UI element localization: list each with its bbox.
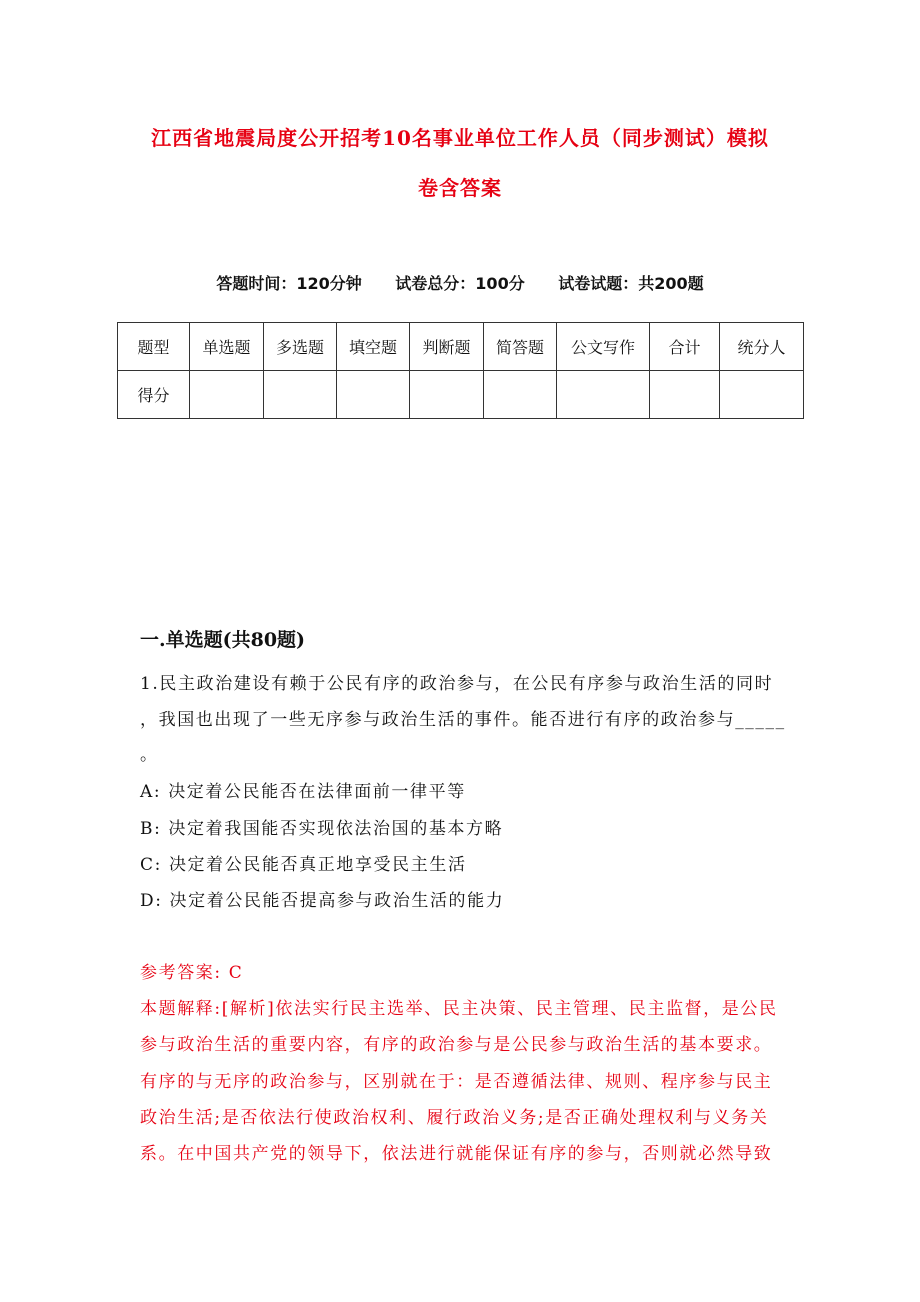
table-cell: 多选题	[264, 323, 337, 371]
section-heading: 一.单选题(共80题)	[140, 629, 306, 651]
table-cell	[557, 371, 650, 419]
table-cell	[410, 371, 484, 419]
explanation-line: 本题解释:[解析]依法实行民主选举、民主决策、民主管理、民主监督，是公民	[140, 999, 778, 1019]
explanation-line: 有序的与无序的政治参与，区别就在于：是否遵循法律、规则、程序参与民主	[140, 1072, 773, 1092]
option-c: C: 决定着公民能否真正地享受民主生活	[140, 855, 467, 875]
table-header-row	[118, 323, 804, 371]
option-a: A: 决定着公民能否在法律面前一律平等	[140, 782, 466, 802]
table-cell: 单选题	[190, 323, 264, 371]
question-text: ，我国也出现了一些无序参与政治生活的事件。能否进行有序的政治参与_____	[140, 710, 786, 730]
table-cell: 得分	[118, 371, 190, 419]
option-d: D: 决定着公民能否提高参与政治生活的能力	[140, 891, 505, 911]
table-cell: 题型	[118, 323, 190, 371]
table-cell: 填空题	[337, 323, 410, 371]
exam-time: 答题时间：120分钟	[216, 274, 362, 293]
doc-title-line2: 卷含答案	[418, 176, 502, 200]
table-cell: 判断题	[410, 323, 484, 371]
table-cell	[720, 371, 804, 419]
table-cell	[484, 371, 557, 419]
table-cell: 公文写作	[557, 323, 650, 371]
exam-count: 试卷试题：共200题	[558, 274, 704, 293]
table-cell	[190, 371, 264, 419]
table-cell: 统分人	[720, 323, 804, 371]
doc-title-line1: 江西省地震局度公开招考10名事业单位工作人员（同步测试）模拟	[151, 126, 769, 150]
explanation-line: 政治生活;是否依法行使政治权利、履行政治义务;是否正确处理权利与义务关	[140, 1108, 769, 1128]
table-cell	[337, 371, 410, 419]
question-text: 1.民主政治建设有赖于公民有序的政治参与，在公民有序参与政治生活的同时	[140, 674, 774, 694]
table-cell	[264, 371, 337, 419]
table-row	[118, 371, 804, 419]
table-cell	[650, 371, 720, 419]
option-b: B: 决定着我国能否实现依法治国的基本方略	[140, 819, 504, 839]
answer: 参考答案: C	[140, 963, 244, 983]
table-cell: 合计	[650, 323, 720, 371]
exam-score: 试卷总分：100分	[395, 274, 525, 293]
exam-info	[0, 271, 920, 294]
explanation-line: 参与政治生活的重要内容，有序的政治参与是公民参与政治生活的基本要求。	[140, 1035, 773, 1055]
score-table	[117, 322, 804, 419]
explanation-line: 系。在中国共产党的领导下，依法进行就能保证有序的参与，否则就必然导致	[140, 1144, 773, 1164]
table-cell: 简答题	[484, 323, 557, 371]
question-text: 。	[140, 745, 159, 765]
